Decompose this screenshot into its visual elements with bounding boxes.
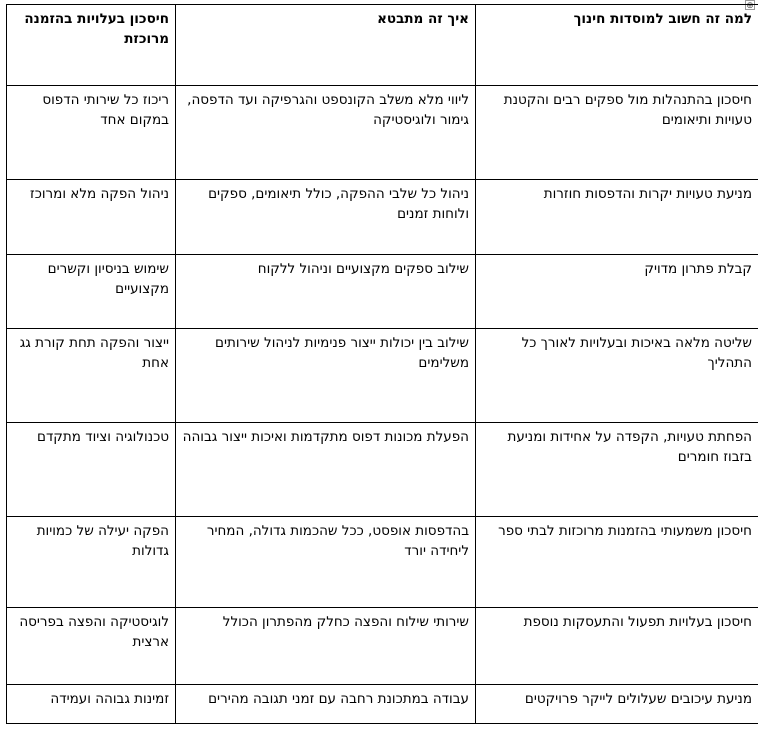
table-row [7, 517, 758, 608]
table-cell[interactable]: מניעת טעויות יקרות והדפסות חוזרות [476, 180, 758, 255]
comparison-table [6, 4, 758, 724]
table-cell[interactable]: זמינות גבוהה ועמידה [7, 685, 176, 724]
table-cell[interactable]: שילוב בין יכולות ייצור פנימיות לניהול שירותים משלימים [176, 329, 476, 423]
table-cell[interactable]: ייצור והפקה תחת קורת גג אחת [7, 329, 176, 423]
table-cell[interactable]: ליווי מלא משלב הקונספט והגרפיקה ועד הדפסה, גימור ולוגיסטיקה [176, 86, 476, 180]
table-cell[interactable]: לוגיסטיקה והפצה בפריסה ארצית [7, 608, 176, 685]
table-cell[interactable]: הפקה יעילה של כמויות גדולות [7, 517, 176, 608]
table-cell[interactable]: קבלת פתרון מדויק [476, 255, 758, 329]
table-cell[interactable]: מניעת עיכובים שעלולים לייקר פרויקטים [476, 685, 758, 724]
table-cell[interactable]: הפחתת טעויות, הקפדה על אחידות ומניעת בזבוז חומרים [476, 423, 758, 517]
table-cell[interactable]: שירותי שילוח והפצה כחלק מהפתרון הכולל [176, 608, 476, 685]
table-row [7, 180, 758, 255]
table-row [7, 86, 758, 180]
table-cell[interactable]: חיסכון משמעותי בהזמנות מרוכזות לבתי ספר [476, 517, 758, 608]
header-cell-why-important[interactable]: למה זה חשוב למוסדות חינוך [476, 5, 758, 86]
table-cell[interactable]: ריכוז כל שירותי הדפוס במקום אחד [7, 86, 176, 180]
table-row [7, 255, 758, 329]
table-cell[interactable]: שימוש בניסיון וקשרים מקצועיים [7, 255, 176, 329]
table-row [7, 685, 758, 724]
table-header-row [7, 5, 758, 86]
table-cell[interactable]: ניהול כל שלבי ההפקה, כולל תיאומים, ספקים ולוחות זמנים [176, 180, 476, 255]
table-cell[interactable]: הפעלת מכונות דפוס מתקדמות ואיכות ייצור גבוהה [176, 423, 476, 517]
table-cell[interactable]: חיסכון בעלויות תפעול והתעסקות נוספת [476, 608, 758, 685]
table-cell[interactable]: טכנולוגיה וציוד מתקדם [7, 423, 176, 517]
header-cell-cost-savings[interactable]: חיסכון בעלויות בהזמנה מרוכזת [7, 5, 176, 86]
table-row [7, 608, 758, 685]
header-cell-how-expressed[interactable]: איך זה מתבטא [176, 5, 476, 86]
table-cell[interactable]: עבודה במתכונת רחבה עם זמני תגובה מהירים [176, 685, 476, 724]
table-cell[interactable]: ניהול הפקה מלא ומרוכז [7, 180, 176, 255]
table-cell[interactable]: חיסכון בהתנהלות מול ספקים רבים והקטנת טעויות ותיאומים [476, 86, 758, 180]
table-move-handle-icon[interactable]: ⊕ [746, 1, 754, 11]
table-cell[interactable]: שליטה מלאה באיכות ובעלויות לאורך כל התהליך [476, 329, 758, 423]
table-cell[interactable]: שילוב ספקים מקצועיים וניהול ללקוח [176, 255, 476, 329]
table-row [7, 329, 758, 423]
table-row [7, 423, 758, 517]
table-cell[interactable]: בהדפסות אופסט, ככל שהכמות גדולה, המחיר ליחידה יורד [176, 517, 476, 608]
